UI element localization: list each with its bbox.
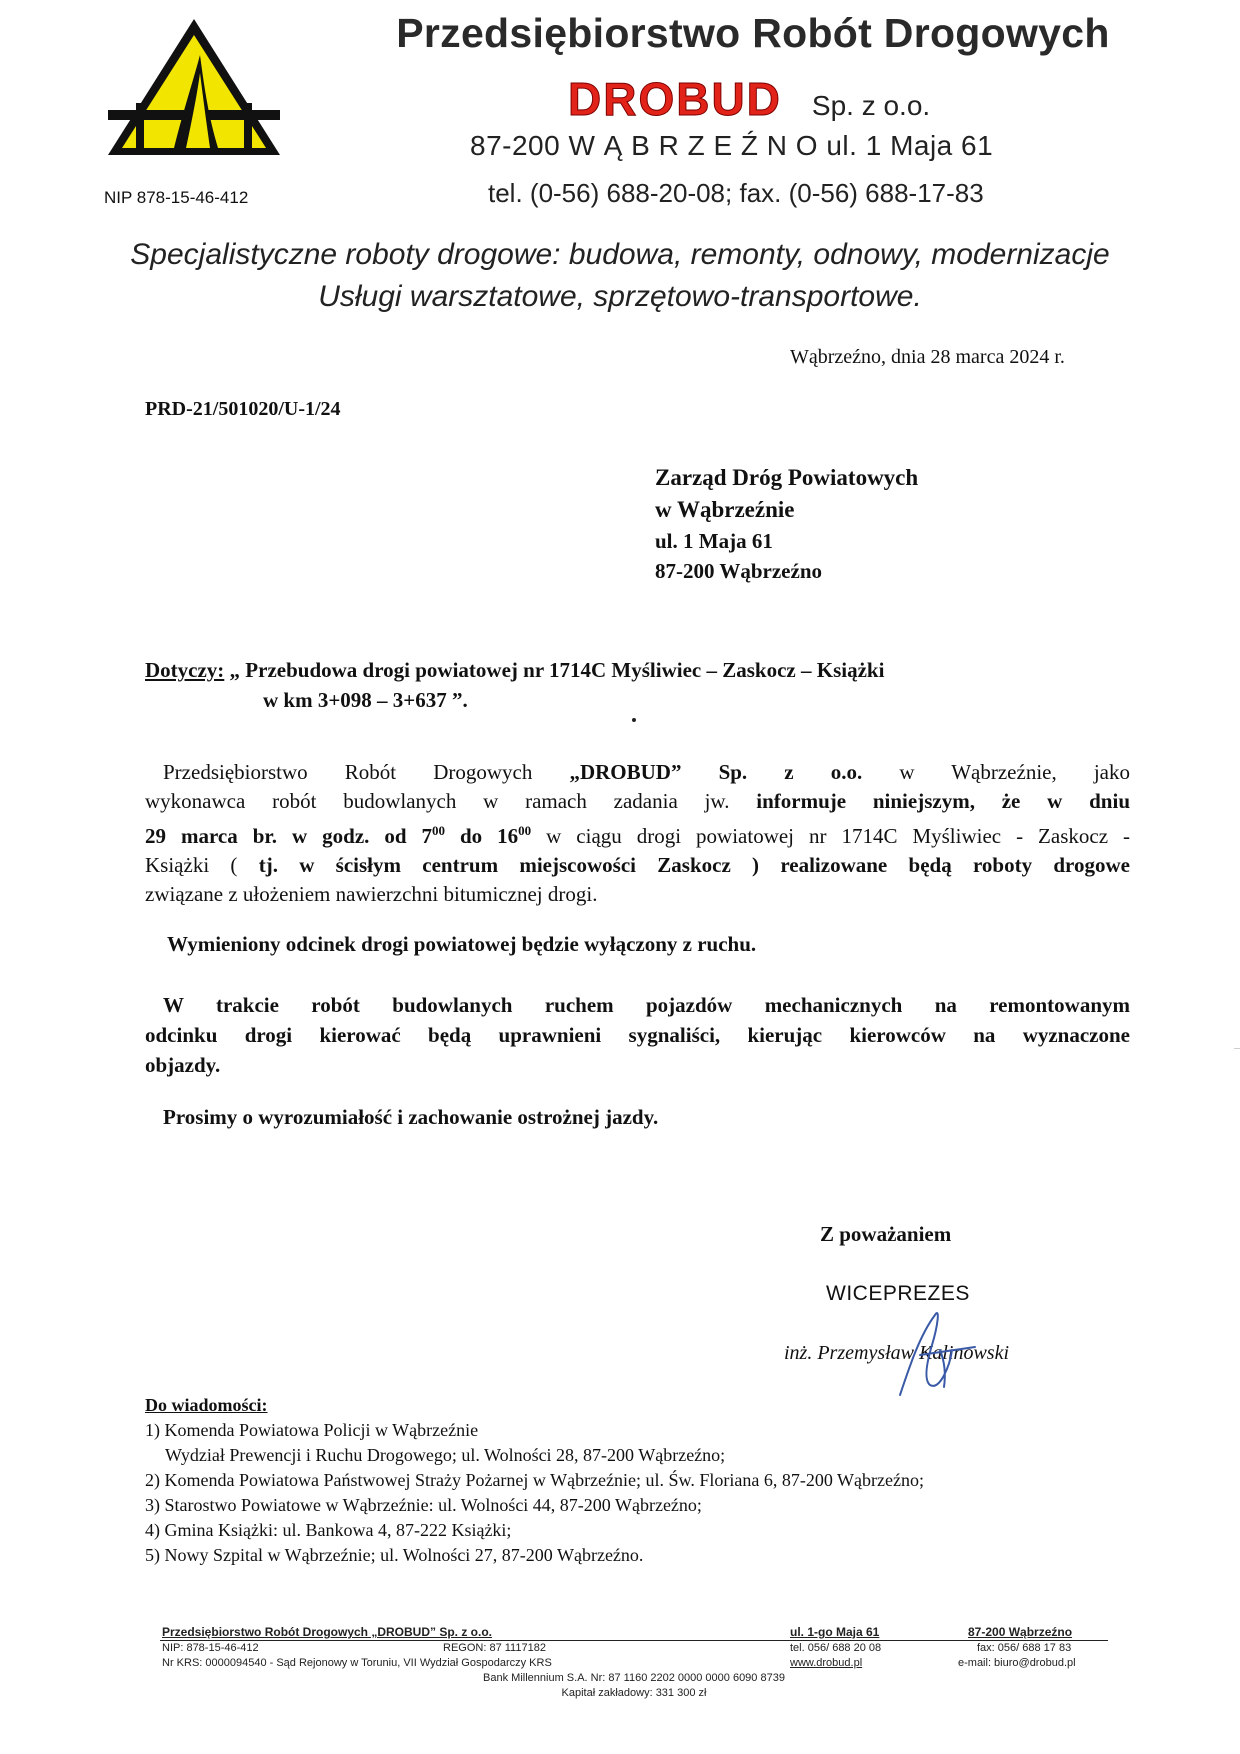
stray-dot [632, 718, 636, 722]
footer-tel: tel. 056/ 688 20 08 [790, 1642, 882, 1654]
paragraph-line: wykonawca robót budowlanych w ramach zadania jw. informuje niniejszym, że w dniu [145, 789, 1130, 813]
signatory-name: inż. Przemysław Kalinowski [784, 1342, 1010, 1364]
brand-suffix: Sp. z o.o. [811, 90, 931, 121]
handwritten-signature [880, 1295, 990, 1405]
subject-text-line-2: w km 3+098 – 3+637 ”. [263, 688, 468, 712]
footer-fax: fax: 056/ 688 17 83 [977, 1642, 1072, 1654]
footer-bank: Bank Millennium S.A. Nr: 87 1160 2202 0000 0000 6090 8739 [483, 1672, 785, 1684]
footer-row [160, 1686, 1108, 1701]
page-footer [160, 1625, 1108, 1701]
footer-email[interactable]: e-mail: biuro@drobud.pl [958, 1657, 1076, 1669]
paragraph-line: objazdy. [145, 1053, 221, 1077]
company-name: Przedsiębiorstwo Robót Drogowych [396, 10, 1110, 56]
footer-row [160, 1656, 1108, 1671]
distribution-item: 1) Komenda Powiatowa Policji w Wąbrzeźnie [145, 1420, 479, 1440]
paragraph-line: odcinku drogi kierować będą uprawnieni sygnaliści, kierując kierowców na wyznaczone [145, 1023, 1130, 1047]
footer-street: ul. 1-go Maja 61 [790, 1625, 880, 1639]
paragraph-2: Wymieniony odcinek drogi powiatowej będzie wyłączony z ruchu. [167, 932, 757, 956]
footer-capital: Kapitał zakładowy: 331 300 zł [561, 1687, 707, 1699]
specialization-line-1: Specjalistyczne roboty drogowe: budowa, remonty, odnowy, modernizacje [130, 238, 1110, 271]
drobud-logo [104, 15, 284, 160]
recipient-line: ul. 1 Maja 61 [655, 529, 773, 553]
footer-regon: REGON: 87 1117182 [443, 1642, 546, 1654]
footer-company: Przedsiębiorstwo Robót Drogowych „DROBUD” Sp. z o.o. [162, 1625, 493, 1639]
recipient-line: Zarząd Dróg Powiatowych [655, 465, 919, 490]
paragraph-line: Książki ( tj. w ścisłym centrum miejscowości Zaskocz ) realizowane będą roboty drogowe [145, 853, 1130, 877]
subject-label: Dotyczy: [145, 658, 225, 682]
distribution-item: 3) Starostwo Powiatowe w Wąbrzeźnie: ul. Wolności 44, 87-200 Wąbrzeźno; [145, 1495, 702, 1515]
footer-row [160, 1671, 1108, 1686]
distribution-item: 5) Nowy Szpital w Wąbrzeźnie; ul. Wolności 27, 87-200 Wąbrzeźno. [145, 1545, 644, 1565]
signatory-title: WICEPREZES [826, 1282, 970, 1305]
footer-city: 87-200 Wąbrzeźno [968, 1625, 1073, 1639]
distribution-heading: Do wiadomości: [145, 1395, 268, 1415]
letter-date: Wąbrzeźno, dnia 28 marca 2024 r. [790, 346, 1065, 368]
scan-edge-mark [1234, 1048, 1240, 1049]
subject-text: „ Przebudowa drogi powiatowej nr 1714C Myśliwiec – Zaskocz – Książki [224, 658, 885, 682]
footer-www-link[interactable]: www.drobud.pl [790, 1657, 863, 1669]
paragraph-4: Prosimy o wyrozumiałość i zachowanie ostrożnej jazdy. [163, 1105, 659, 1129]
paragraph-line: Przedsiębiorstwo Robót Drogowych „DROBUD” Sp. z o.o. w Wąbrzeźnie, jako [163, 760, 1130, 784]
distribution-item: Wydział Prewencji i Ruchu Drogowego; ul. Wolności 28, 87-200 Wąbrzeźno; [165, 1445, 726, 1465]
paragraph-3 [145, 990, 1130, 1080]
paragraph-line: W trakcie robót budowlanych ruchem pojazdów mechanicznych na remontowanym [163, 993, 1130, 1017]
footer-krs: Nr KRS: 0000094540 - Sąd Rejonowy w Toruniu, VII Wydział Gospodarczy KRS [162, 1657, 552, 1669]
reference-number: PRD-21/501020/U-1/24 [145, 398, 341, 420]
brand-row [568, 72, 930, 126]
distribution-item: 4) Gmina Książki: ul. Bankowa 4, 87-222 Książki; [145, 1520, 512, 1540]
recipient-line: 87-200 Wąbrzeźno [655, 559, 823, 583]
recipient-block [655, 462, 918, 586]
subject [145, 655, 1075, 715]
company-phone: tel. (0-56) 688-20-08; fax. (0-56) 688-17-83 [488, 178, 984, 208]
specialization-line-2: Usługi warsztatowe, sprzętowo-transportowe. [318, 280, 922, 313]
paragraph-line: związane z ułożeniem nawierzchni bitumicznej drogi. [145, 882, 598, 906]
company-address: 87-200 W Ą B R Z E Ź N O ul. 1 Maja 61 [470, 130, 994, 161]
paragraph-1 [145, 758, 1130, 909]
recipient-line: w Wąbrzeźnie [655, 497, 795, 522]
paragraph-line: 29 marca br. w godz. od $7^{00}$ do $16^{00}$ w ciągu drogi powiatowej nr 1714C Myśliwiec - Zaskocz - [145, 823, 1130, 848]
footer-nip: NIP: 878-15-46-412 [162, 1642, 259, 1654]
brand-name: DROBUD [568, 73, 782, 125]
closing: Z poważaniem [820, 1222, 952, 1246]
distribution-item: 2) Komenda Powiatowa Państwowej Straży Pożarnej w Wąbrzeźnie; ul. Św. Floriana 6, 87-200 Wąbrzeźno; [145, 1470, 924, 1490]
footer-row [160, 1640, 1108, 1656]
distribution-list [145, 1393, 1145, 1568]
company-nip: NIP 878-15-46-412 [104, 188, 249, 207]
footer-row [160, 1625, 1108, 1640]
